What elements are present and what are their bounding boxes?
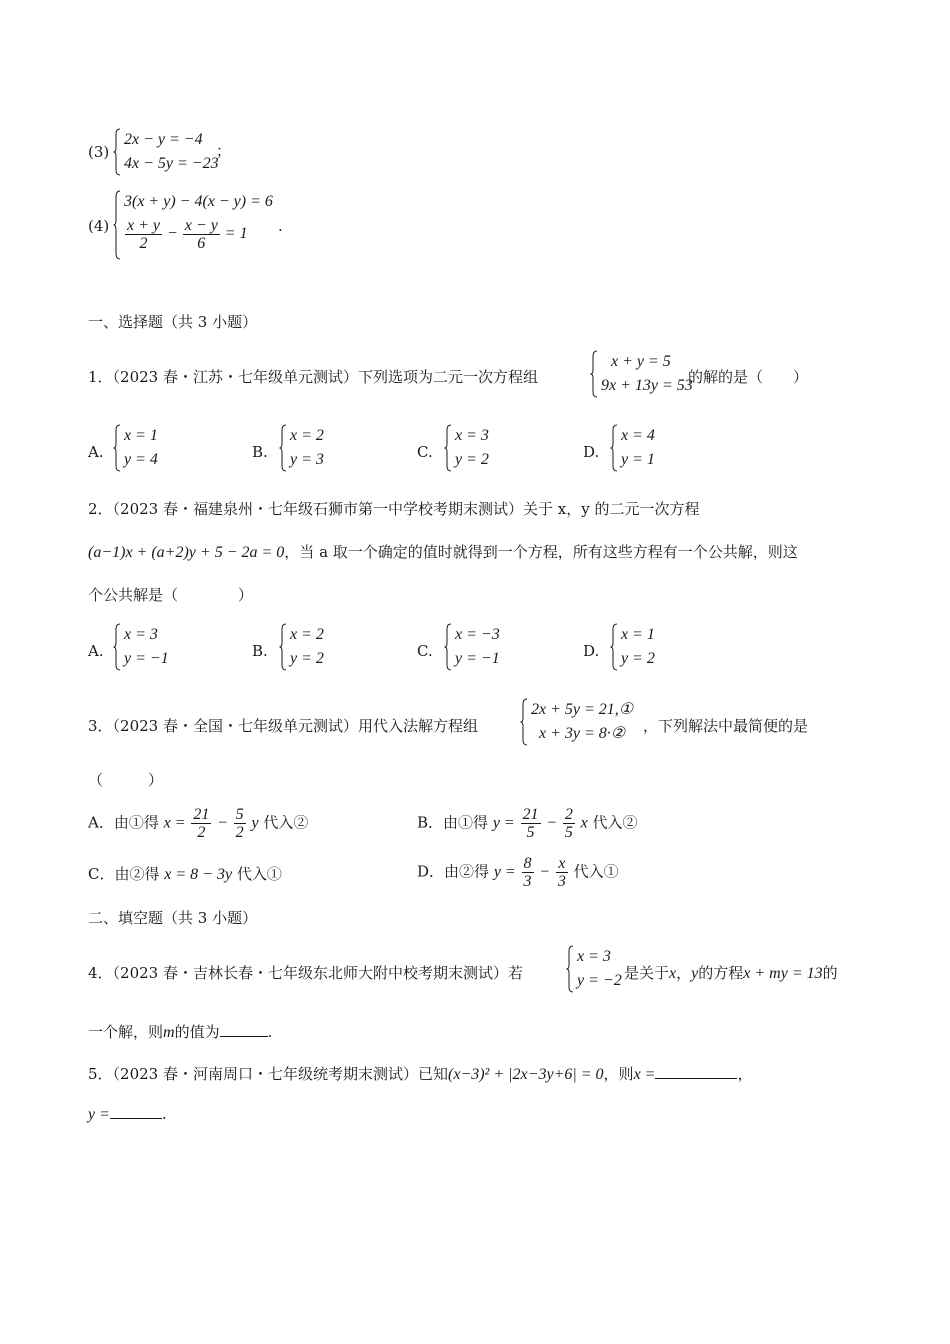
punctuation: . bbox=[161, 1105, 167, 1123]
punctuation: . bbox=[278, 217, 283, 235]
option-label[interactable]: A. bbox=[88, 443, 104, 461]
option-label[interactable]: C. bbox=[417, 642, 433, 660]
system-line: x = 3 bbox=[455, 427, 489, 444]
option-a[interactable] bbox=[88, 806, 308, 841]
punctuation: ； bbox=[216, 142, 232, 160]
section-title-choice: 一、选择题（共 3 小题） bbox=[88, 313, 258, 331]
equation-lhs: y = bbox=[493, 863, 516, 881]
option-d-system[interactable] bbox=[610, 623, 655, 671]
fraction-denominator: 6 bbox=[197, 234, 206, 252]
option-a-system[interactable] bbox=[113, 424, 158, 472]
fraction-numerator: 8 bbox=[523, 855, 532, 872]
system-line: x = 2 bbox=[290, 626, 324, 643]
system-line: y = 3 bbox=[290, 451, 324, 468]
question-5-equation: (x−3)² + |2x−3y+6| = 0 bbox=[448, 1066, 604, 1083]
system-line: 2x + 5y = 21,① bbox=[531, 701, 634, 718]
variable: m bbox=[163, 1024, 175, 1041]
system-line: 9x + 13y = 53 bbox=[601, 377, 693, 394]
fraction-numerator: x bbox=[556, 855, 568, 873]
punctuation: ， bbox=[676, 964, 692, 982]
question-1-system bbox=[590, 350, 693, 398]
problem-4-system bbox=[113, 190, 273, 260]
option-tail: 代入② bbox=[263, 813, 309, 832]
brace-icon bbox=[566, 945, 574, 993]
option-tail: 代入② bbox=[592, 813, 638, 832]
system-line bbox=[124, 214, 273, 254]
operator: − bbox=[167, 225, 178, 242]
variable: x bbox=[669, 965, 677, 982]
equation-lhs: y = bbox=[88, 1106, 110, 1123]
system-line: x = 2 bbox=[290, 427, 324, 444]
fraction-numerator: 21 bbox=[193, 806, 210, 823]
equation-rhs: = 1 bbox=[224, 225, 248, 242]
system-line: y = 2 bbox=[455, 451, 489, 468]
fraction-denominator: 3 bbox=[557, 873, 566, 890]
variable: x bbox=[580, 814, 588, 832]
option-label[interactable]: D. bbox=[583, 642, 600, 660]
option-label[interactable]: A. bbox=[88, 642, 104, 660]
fraction-numerator: 2 bbox=[564, 806, 573, 823]
problem-4-label: (4) bbox=[88, 217, 110, 235]
question-3-stem: 3．（2023 春・全国・七年级单元测试）用代入法解方程组 bbox=[88, 717, 478, 735]
system-line: x + 3y = 8·② bbox=[539, 725, 626, 742]
answer-blank-y[interactable] bbox=[110, 1118, 162, 1119]
question-4-system bbox=[566, 945, 622, 993]
option-label[interactable]: B. bbox=[252, 642, 268, 660]
option-label: D．由②得 bbox=[417, 862, 490, 881]
equation: x + my = 13 bbox=[743, 965, 823, 982]
equation-lhs: x = bbox=[633, 1066, 656, 1083]
question-4-line2: 一个解，则 bbox=[88, 1023, 164, 1041]
option-tail: 代入① bbox=[236, 865, 282, 883]
option-label: B．由①得 bbox=[417, 813, 489, 832]
equation-lhs: y = bbox=[492, 814, 515, 832]
variable: y bbox=[691, 965, 699, 982]
section-title-fill: 二、填空题（共 3 小题） bbox=[88, 909, 258, 927]
answer-blank-x[interactable] bbox=[655, 1078, 737, 1079]
option-b-system[interactable] bbox=[279, 623, 324, 671]
option-label: A．由①得 bbox=[88, 813, 159, 832]
brace-icon bbox=[520, 698, 528, 746]
system-line: y = −2 bbox=[577, 972, 622, 989]
operator: − bbox=[546, 814, 558, 832]
question-1-stem: 1．（2023 春・江苏・七年级单元测试）下列选项为二元一次方程组 bbox=[88, 368, 538, 386]
equation: x = 8 − 3y bbox=[164, 866, 233, 883]
brace-icon bbox=[610, 424, 618, 472]
option-b[interactable] bbox=[417, 806, 638, 841]
system-line: y = 2 bbox=[621, 650, 655, 667]
system-line: x = 1 bbox=[124, 427, 158, 444]
option-b-system[interactable] bbox=[279, 424, 324, 472]
question-4-text: 的 bbox=[822, 964, 838, 982]
question-4-line2: 的值为 bbox=[174, 1023, 220, 1041]
option-label[interactable]: C. bbox=[417, 443, 433, 461]
question-2-equation: (a−1)x + (a+2)y + 5 − 2a = 0 bbox=[88, 544, 285, 561]
fraction-denominator: 2 bbox=[235, 824, 244, 841]
brace-icon bbox=[279, 623, 287, 671]
fraction-denominator: 5 bbox=[564, 824, 573, 841]
question-2-line2: ，当 a 取一个确定的值时就得到一个方程，所有这些方程有一个公共解，则这 bbox=[284, 543, 798, 561]
option-a-system[interactable] bbox=[113, 623, 169, 671]
question-3-tail: ，下列解法中最简便的是 bbox=[643, 717, 809, 735]
punctuation: ， bbox=[737, 1065, 753, 1083]
question-1-tail: 的解的是（ ） bbox=[688, 368, 809, 386]
system-line: x + y = 5 bbox=[611, 353, 671, 370]
brace-icon bbox=[590, 350, 598, 398]
system-line: y = −1 bbox=[124, 650, 169, 667]
brace-icon bbox=[113, 623, 121, 671]
question-2-line3: 个公共解是（ ） bbox=[88, 586, 254, 604]
option-label[interactable]: D. bbox=[583, 443, 600, 461]
system-line: x = −3 bbox=[455, 626, 500, 643]
answer-blank[interactable] bbox=[220, 1036, 268, 1037]
question-4-text: 是关于 bbox=[624, 964, 670, 982]
system-line: 2x − y = −4 bbox=[124, 131, 203, 148]
system-line: y = 2 bbox=[290, 650, 324, 667]
fraction-numerator: x + y bbox=[127, 216, 160, 234]
option-label[interactable]: B. bbox=[252, 443, 268, 461]
system-line: x = 1 bbox=[621, 626, 655, 643]
question-4-stem: 4．（2023 春・吉林长春・七年级东北师大附中校考期末测试）若 bbox=[88, 964, 523, 982]
brace-icon bbox=[444, 424, 452, 472]
fraction-denominator: 2 bbox=[139, 234, 148, 252]
fraction-numerator: 21 bbox=[522, 806, 539, 823]
operator: − bbox=[539, 863, 551, 881]
question-2-line1: 2．（2023 春・福建泉州・七年级石狮市第一中学校考期末测试）关于 x，y 的二元一次方程 bbox=[88, 500, 700, 518]
brace-icon bbox=[610, 623, 618, 671]
answer-paren: （ ） bbox=[88, 771, 164, 789]
brace-icon bbox=[444, 623, 452, 671]
question-3-system bbox=[520, 698, 633, 746]
system-line: y = 4 bbox=[124, 451, 158, 468]
brace-icon bbox=[113, 128, 121, 176]
punctuation: . bbox=[267, 1023, 273, 1041]
problem-3-system bbox=[113, 128, 219, 176]
option-c-system[interactable] bbox=[444, 424, 489, 472]
system-line: x = 3 bbox=[577, 948, 611, 965]
system-line: x = 3 bbox=[124, 626, 158, 643]
brace-icon bbox=[113, 424, 121, 472]
equation-lhs: x = bbox=[163, 814, 186, 832]
system-line: y = −1 bbox=[455, 650, 500, 667]
fraction-denominator: 5 bbox=[526, 824, 535, 841]
fraction-numerator: x − y bbox=[184, 216, 218, 234]
problem-3-label: (3) bbox=[88, 143, 110, 161]
brace-icon bbox=[279, 424, 287, 472]
option-c-system[interactable] bbox=[444, 623, 500, 671]
question-4-text: 的方程 bbox=[698, 964, 744, 982]
brace-icon bbox=[113, 190, 121, 260]
fraction-denominator: 3 bbox=[523, 873, 532, 890]
question-5-text: ，则 bbox=[603, 1065, 634, 1083]
variable: y bbox=[251, 814, 259, 832]
fraction-numerator: 5 bbox=[235, 806, 244, 823]
option-d[interactable] bbox=[417, 855, 619, 890]
fraction-denominator: 2 bbox=[197, 824, 206, 841]
system-line: 4x − 5y = −23 bbox=[124, 155, 219, 172]
option-c[interactable] bbox=[88, 863, 282, 884]
option-d-system[interactable] bbox=[610, 424, 655, 472]
operator: − bbox=[217, 814, 228, 832]
option-label: C．由②得 bbox=[88, 865, 160, 883]
system-line: x = 4 bbox=[621, 427, 655, 444]
option-tail: 代入① bbox=[573, 862, 619, 881]
question-5-stem: 5．（2023 春・河南周口・七年级统考期末测试）已知 bbox=[88, 1065, 448, 1083]
system-line: y = 1 bbox=[621, 451, 655, 468]
system-line: 3(x + y) − 4(x − y) = 6 bbox=[124, 193, 273, 210]
